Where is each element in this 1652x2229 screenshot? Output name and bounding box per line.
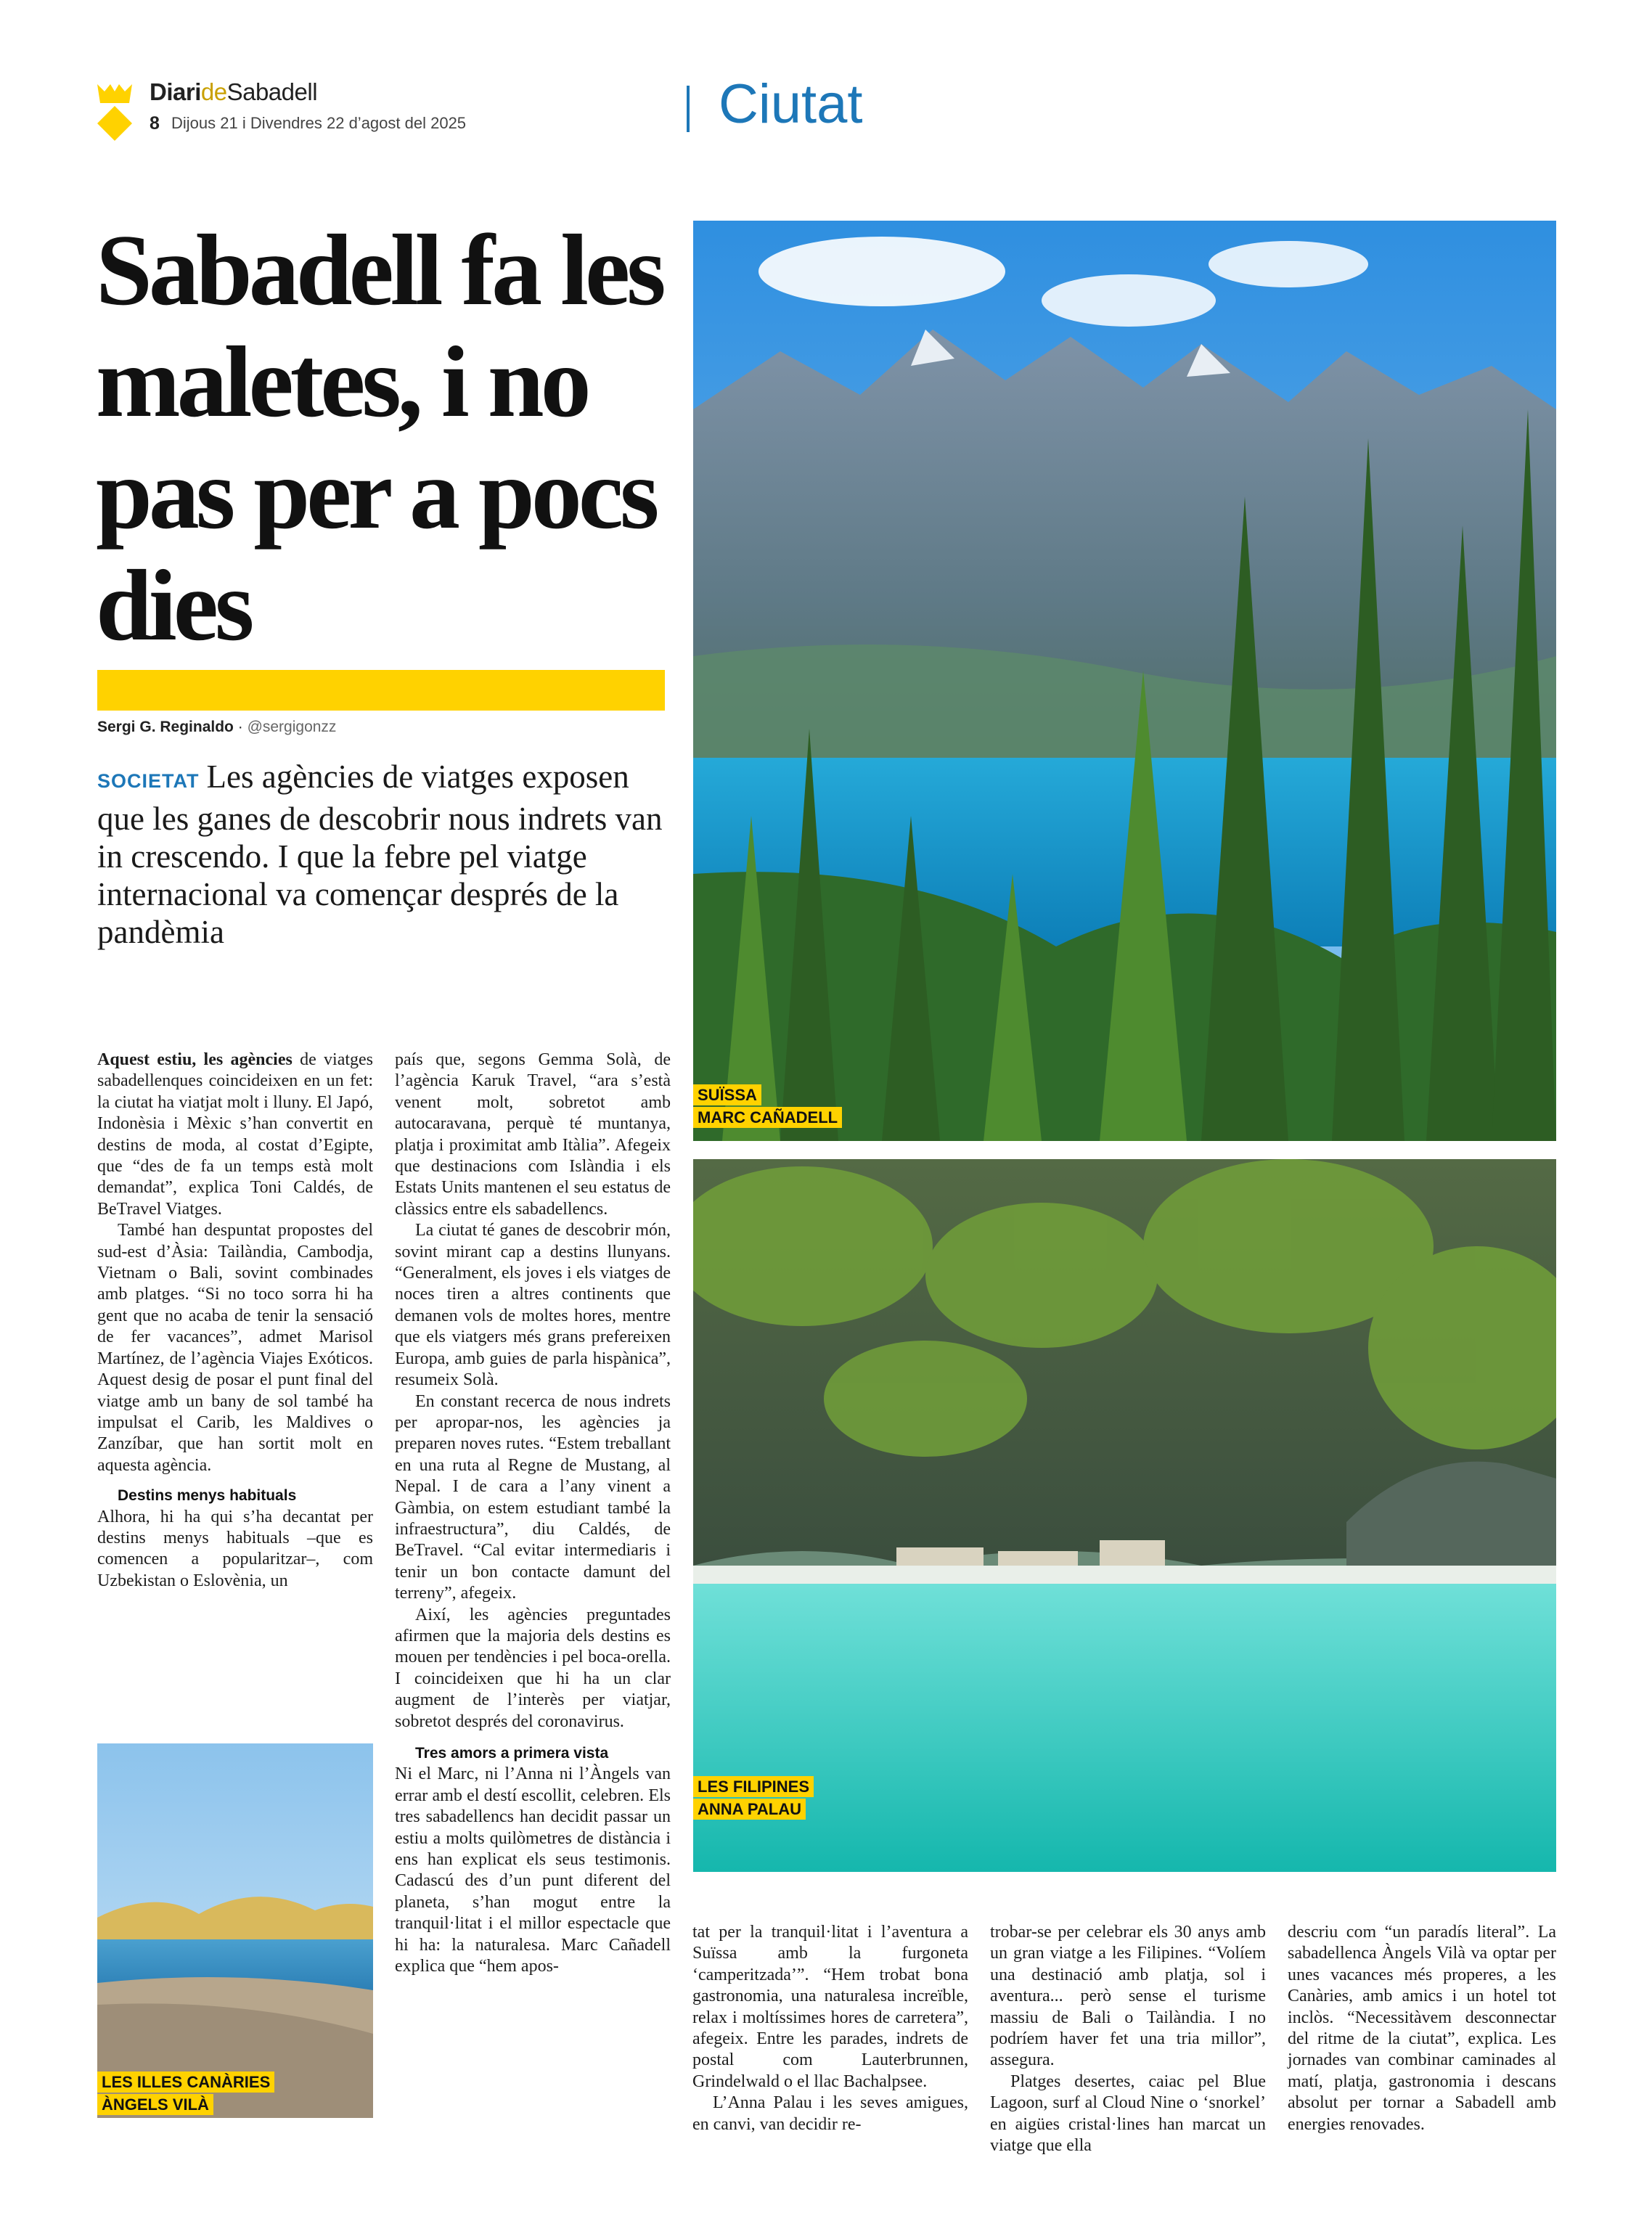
caption-credit: ÀNGELS VILÀ bbox=[97, 2094, 213, 2115]
paragraph-8a: L’Anna Palau i les seves amigues, en canvi, van decidir re- bbox=[692, 2093, 968, 2134]
caption-credit: MARC CAÑADELL bbox=[693, 1107, 842, 1128]
body-column-5 bbox=[990, 1922, 1266, 2156]
paragraph-7b: tat per la tranquil·litat i l’aventura a Suïssa amb la furgoneta ‘camperitzada’”. “Hem trobat bona gastronomia, una naturalesa increïble, relax i moltíssimes hores de carretera”, afegeix. Entre les parades, indrets de postal com Lauterbrunnen, Grindelwald o el llac Bachalpsee. bbox=[692, 1923, 968, 2091]
photo-caption-canary-islands bbox=[97, 2071, 274, 2116]
body-column-4 bbox=[692, 1922, 968, 2135]
kicker: SOCIETAT bbox=[97, 770, 200, 792]
paragraph-3a: Alhora, hi ha qui s’ha decantat per destins menys habituals –que es comencen a popularitzar–, com Uzbekistan o Eslovènia, un bbox=[97, 1507, 373, 1590]
photo-caption-philippines bbox=[693, 1776, 814, 1821]
caption-place: SUÏSSA bbox=[693, 1084, 761, 1105]
photo-philippines[interactable] bbox=[693, 1159, 1556, 1872]
subheading-tres-amors: Tres amors a primera vista bbox=[415, 1745, 609, 1762]
caption-place: LES ILLES CANÀRIES bbox=[97, 2071, 274, 2093]
photo-switzerland[interactable] bbox=[693, 221, 1556, 1141]
author-name: Sergi G. Reginaldo bbox=[97, 719, 234, 735]
paragraph-9b: descriu com “un paradís literal”. La sabadellenca Àngels Vilà va optar per unes vacances més properes, a les Canàries, amb amics i un hotel tot inclòs. “Necessitàvem desconnectar del ritme de la ciutat”, explica. Les jornades van combinar caminades al matí, platja, gastronomia i descans absolut per tornar a Sabadell amb energies renovades. bbox=[1288, 1923, 1556, 2134]
body-column-1 bbox=[97, 1050, 373, 1592]
paragraph-7a: Ni el Marc, ni l’Anna ni l’Àngels van errar amb el destí escollit, celebren. Els tres sabadellencs han decidit passar un estiu a molts quilòmetres de distància i ens han explicat els seus testimonis. Cadascú des d’un punt diferent del planeta, s’han mogut entre la tranquil·litat i el millor espectacle que hi ha: la naturalesa. Marc Cañadell explica que “hem apos- bbox=[395, 1764, 671, 1976]
headline-accent-bar bbox=[97, 670, 665, 711]
lead-in: Aquest estiu, les agències bbox=[97, 1050, 293, 1069]
byline-separator: · bbox=[237, 719, 243, 735]
section-title[interactable]: Ciutat bbox=[719, 73, 863, 135]
author-handle[interactable]: @sergigonzz bbox=[247, 719, 337, 735]
subheading-destins: Destins menys habituals bbox=[118, 1487, 297, 1505]
photo-canary-islands[interactable] bbox=[97, 1743, 373, 2118]
body-column-6 bbox=[1288, 1922, 1556, 2135]
paragraph-6: Així, les agències preguntades afirmen que la majoria dels destins es mouen per tendències i pel boca-orella. I coincideixen que hi ha un clar augment de l’interès per viatjar, sobretot després del coronavirus. bbox=[395, 1605, 671, 1731]
caption-credit: ANNA PALAU bbox=[693, 1799, 806, 1820]
paragraph-2: També han despuntat propostes del sud-est d’Àsia: Tailàndia, Cambodja, Vietnam o Bali, sovint combinades amb platges. “Si no toco sorra hi ha gent que no acaba de tenir la sensació de fer vacances”, admet Marisol Martínez, de l’agència Viajes Exóticos. Aquest desig de posar el punt final del viatge amb un bany de sol també ha impulsat el Carib, les Maldives o Zanzíbar, que han sortit molt en aquesta agència. bbox=[97, 1221, 373, 1475]
diari-logo-icon bbox=[94, 81, 135, 142]
article-lede bbox=[97, 758, 671, 951]
article-headline: Sabadell fa les maletes, i no pas per a pocs dies bbox=[96, 214, 663, 662]
paragraph-4: La ciutat té ganes de descobrir món, sovint mirant cap a destins llunyans. “Generalment, els joves i els viatges de noces tiren a altres continents que demanen vols de moltes hores, mentre que els viatgers més grans prefereixen Europa, amb guies de parla hispànica”, resumeix Solà. bbox=[395, 1221, 671, 1390]
body-column-2 bbox=[395, 1050, 671, 1977]
section-divider bbox=[687, 86, 690, 132]
paragraph-8b: trobar-se per celebrar els 30 anys amb un gran viatge a les Filipines. “Volíem una destinació amb platja, sol i aventura... però sense el turisme massiu de Bali o Tailàndia. I no podríem haver fet una tria millor”, assegura. bbox=[990, 1923, 1266, 2070]
tropical-beach-image bbox=[693, 1159, 1556, 1872]
paragraph-5: En constant recerca de nous indrets per apropar-nos, les agències ja preparen noves rutes. “Estem treballant en una ruta al Regne de Mustang, al Nepal. I de cara a l’any vinent a Gàmbia, on estem estudiant també la infraestructura”, diu Caldés, de BeTravel. “Cal evitar intermediaris i tenir un bon contacte damunt del terreny”, afegeix. bbox=[395, 1391, 671, 1603]
mountain-lake-image bbox=[693, 221, 1556, 1141]
lede-text: Les agències de viatges exposen que les ganes de descobrir nous indrets van in crescendo. I que la febre pel viatge internacional va començar després de la pandèmia bbox=[97, 758, 663, 950]
paragraph-3b: país que, segons Gemma Solà, de l’agència Karuk Travel, “ara s’està venent molt, sobretot amb autocaravana, perquè té muntanya, platja i proximitat amb Itàlia”. Afegeix que destinacions com Islàndia i els Estats Units mantenen el seu estatus de clàssics entre els sabadellencs. bbox=[395, 1050, 671, 1219]
byline bbox=[97, 719, 336, 736]
masthead-brand[interactable]: DiarideSabadell bbox=[150, 78, 318, 105]
caption-place: LES FILIPINES bbox=[693, 1776, 814, 1797]
paragraph-9a: Platges desertes, caiac pel Blue Lagoon, surf al Cloud Nine o ‘snorkel’ en aigües cristal·lines han marcat un viatge que ella bbox=[990, 2071, 1266, 2156]
paragraph-1: Aquest estiu, les agències de viatges sabadellenques coincideixen en un fet: la ciutat ha viatjat molt i lluny. El Japó, Indonèsia i Mèxic s’han convertit en destins de moda, al costat d’Egipte, que “des de fa un temps està molt demandat”, explica Toni Caldés, de BeTravel Viatges. bbox=[97, 1050, 374, 1219]
dunes-lagoon-image bbox=[97, 1743, 373, 2118]
photo-caption-switzerland bbox=[693, 1084, 842, 1129]
page-number: 8 bbox=[150, 113, 160, 134]
issue-date: Dijous 21 i Divendres 22 d’agost del 2025 bbox=[171, 114, 467, 132]
